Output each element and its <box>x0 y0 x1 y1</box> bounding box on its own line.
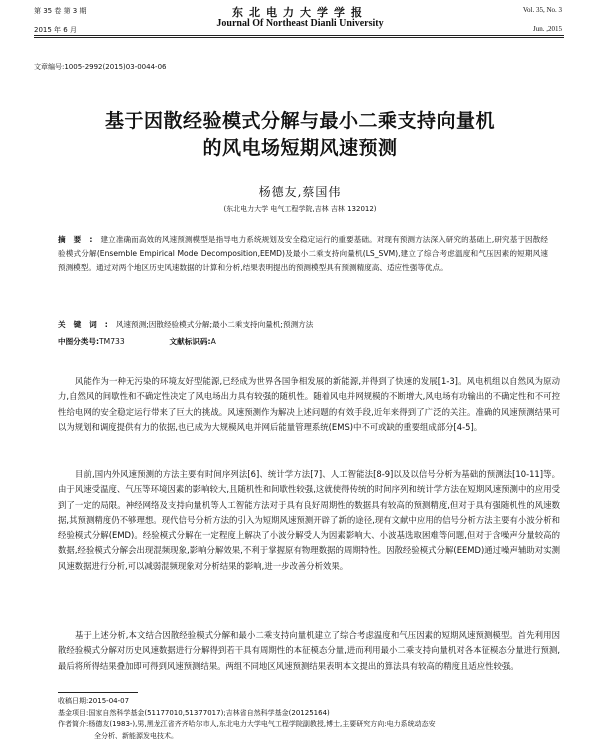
affiliation: (东北电力大学 电气工程学院,吉林 吉林 132012) <box>223 205 377 213</box>
header-rule <box>34 35 564 36</box>
doc-code-label: 文献标识码: <box>169 337 211 346</box>
clc-value: TM733 <box>99 337 125 346</box>
article-number: 文章编号:1005-2992(2015)03-0044-06 <box>34 63 167 71</box>
volume-issue-en: Vol. 35, No. 3 <box>522 6 562 14</box>
body-paragraph-1: 风能作为一种无污染的环境友好型能源,已经成为世界各国争相发展的新能源,并得到了快速的发展[1-3]。风电机组以自然风为原动力,自然风的间歇性和不确定性决定了风电场出力具有较强的随机性。随着风电并网规模的不断增大,风电场有功输出的不确定性和不可控性给电网的安全稳定运行带来了巨大的挑战。风速预测作为解决上述问题的有效手段,近年来得到了广泛的关注。准确的风速预测结果可以为规划和调度提供有力的依据,也已成为大规模风电并网后能量管理系统(EMS)中不可或缺的重要组成部分[4-5]。 <box>58 376 560 432</box>
journal-title-en: Journal Of Northeast Dianli University <box>216 18 384 29</box>
date-cn: 2015 年 6 月 <box>34 26 77 34</box>
body-paragraph-3: 基于上述分析,本文结合因散经验模式分解和最小二乘支持向量机建立了综合考虑温度和气压因素的短期风速预测模型。首先利用因散经验模式分解对历史风速数据进行分解得到若干具有周期性的本征模态分量,进而利用最小二乘支持向量机对各本征模态分量进行预测,最后将所得结果叠加即可得到风速预测结果。两组不同地区风速预测结果表明本文提出的算法具有较高的精度且适应性较强。 <box>58 630 560 671</box>
keywords <box>58 319 548 330</box>
doc-code-value: A <box>210 337 216 346</box>
body-paragraph-2: 目前,国内外风速预测的方法主要有时间序列法[6]、统计学方法[7]、人工智能法[8-9]以及以信号分析为基础的预测法[10-11]等。由于风速受温度、气压等环境因素的影响较大,且随机性和间歇性较强,这就使得传统的时间序列和统计学方法在短期风速预测中的应用受到了一定的局限。神经网络及支持向量机等人工智能方法对于具有良好周期性的数据具有较高的预测精度,但对于具有强随机性的风速数据,其预测精度仍不够理想。现代信号分析方法的引入为短期风速预测开辟了新的途径,现有文献中应用的信号分析方法主要有小波分析和经验模式分解(EMD)。经验模式分解在一定程度上解决了小波分解受人为因素影响大、小波基选取困难等问题,但对于含噪声分量较高的数据,经验模式分解会出现混频现象,影响分解效果,不利于掌握原有物理数据的周期特性。因散经验模式分解(EEMD)通过噪声辅助对实测风速数据进行分析,可以减弱混频现象对分析结果的影响,进一步改善分析效果。 <box>58 469 560 571</box>
authors: 杨德友,蔡国伟 <box>258 185 342 199</box>
title-line-2: 的风电场短期风速预测 <box>202 137 398 159</box>
abstract <box>58 233 548 276</box>
footnote <box>58 696 560 742</box>
author-info-2: 全分析、新能源发电技术。 <box>94 731 178 740</box>
date-en: Jun. ,2015 <box>533 25 562 33</box>
footnote-rule <box>58 692 138 693</box>
title-line-1: 基于因散经验模式分解与最小二乘支持向量机 <box>104 110 495 132</box>
header-rule-2 <box>34 37 564 38</box>
classification <box>58 336 216 347</box>
abstract-label: 摘要: <box>58 235 101 244</box>
keywords-text: 风速预测;因散经验模式分解;最小二乘支持向量机;预测方法 <box>115 320 314 329</box>
volume-issue-cn: 第 35 卷 第 3 期 <box>34 7 87 15</box>
received-date: 收稿日期:2015-04-07 <box>58 697 130 705</box>
fund-info: 基金项目:国家自然科学基金(51177010,51377017);吉林省自然科学基金(20125164) <box>58 708 330 717</box>
clc-label: 中图分类号: <box>58 337 100 346</box>
abstract-text: 建立准确而高效的风速预测模型是指导电力系统规划及安全稳定运行的重要基础。对现有预测方法深入研究的基础上,研究基于因散经验模式分解(Ensemble Empirical Mode Decomposition,EEMD)及最小二乘支持向量机(LS_SVM),建立了综合考虑温度和气压因素的短期风速预测模型。通过对两个地区历史风速数据的计算和分析,结果表明提出的预测模型具有预测精度高、适应性强等优点。 <box>58 235 548 273</box>
author-info-1: 作者简介:杨德友(1983-),男,黑龙江省齐齐哈尔市人,东北电力大学电气工程学院副教授,博士,主要研究方向:电力系统动态安 <box>58 720 436 728</box>
journal-title-cn: 东北电力大学学报 <box>232 6 368 19</box>
keywords-label: 关键词: <box>58 320 116 329</box>
